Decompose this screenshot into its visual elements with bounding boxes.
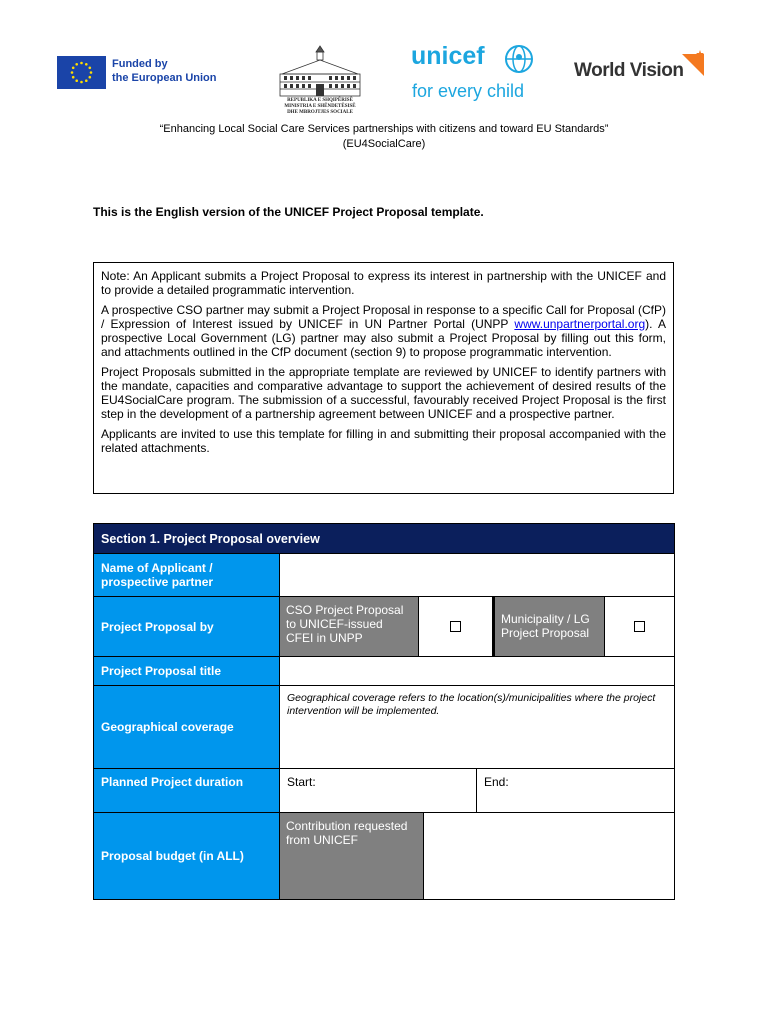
note-paragraph-1: Note: An Applicant submits a Project Proposal to express its interest in partnership with the UNICEF and to provide a detailed programmatic intervention.	[101, 269, 666, 297]
name-input-cell[interactable]	[279, 553, 675, 597]
world-vision-star-icon	[680, 50, 708, 82]
note-p2-text-b: ). A prospective Local Government (LG) partner may also submit a Project Proposal by filling out this form, and attachments outlined in the CfP document (section 9) to propose programmatic intervention.	[101, 317, 666, 359]
contribution-label: Contribution requested from UNICEF	[279, 812, 424, 900]
project-subtitle	[94, 122, 674, 152]
title-input-cell[interactable]	[279, 656, 675, 686]
ministry-caption-line3: DHE MBROJTJES SOCIALE	[287, 110, 353, 115]
cso-checkbox[interactable]	[450, 621, 461, 632]
start-input-cell[interactable]: Start:	[279, 768, 477, 813]
budget-label: Proposal budget (in ALL)	[93, 812, 280, 900]
eu-funded-text	[112, 57, 217, 85]
note-p2-text-a: A prospective CSO partner may submit a Project Proposal in response to a specific Call for Proposal (CfP) / Expression of Interest issued by UNICEF in UN Partner Portal (UNPP	[101, 303, 666, 331]
cso-option-label: CSO Project Proposal to UNICEF-issued CFEI in UNPP	[279, 596, 419, 657]
note-paragraph-4: Applicants are invited to use this template for filling in and submitting their proposal accompanied with the related attachments.	[101, 427, 666, 455]
duration-label: Planned Project duration	[93, 768, 280, 813]
end-input-cell[interactable]: End:	[476, 768, 675, 813]
lg-option-label: Municipality / LG Project Proposal	[492, 596, 605, 657]
unicef-logo-word: unicef	[411, 42, 485, 70]
unpp-link[interactable]: www.unpartnerportal.org	[514, 317, 646, 331]
lg-checkbox-cell[interactable]	[604, 596, 675, 657]
unicef-tagline: for every child	[412, 81, 525, 101]
section1-header: Section 1. Project Proposal overview	[93, 523, 675, 554]
eu-flag-logo	[57, 56, 106, 89]
geo-label: Geographical coverage	[93, 685, 280, 769]
note-paragraph-3: Project Proposals submitted in the appropriate template are reviewed by UNICEF to identify partners with the mandate, capacities and comparative advantage to support the achievement of desired results of the EU4SocialCare program. The submission of a successful, favourably received Project Proposal is the first step in the development of a partnership agreement between UNICEF and a prospective partner.	[101, 365, 666, 421]
project-subtitle-line1: “Enhancing Local Social Care Services partnerships with citizens and toward EU Standards”	[159, 123, 609, 135]
ministry-caption-line1: REPUBLIKA E SHQIPËRISË	[287, 98, 353, 103]
intro-heading: This is the English version of the UNICEF Project Proposal template.	[93, 205, 484, 219]
proposal-by-label: Project Proposal by	[93, 596, 280, 657]
contribution-input-cell[interactable]	[423, 812, 675, 900]
lg-checkbox[interactable]	[634, 621, 645, 632]
unicef-globe-icon	[503, 43, 535, 75]
note-paragraph-2	[101, 303, 666, 359]
ministry-caption-line2: MINISTRIA E SHËNDETËSISË	[284, 104, 356, 109]
ministry-caption	[270, 98, 370, 116]
cso-checkbox-cell[interactable]	[418, 596, 493, 657]
title-label: Project Proposal title	[93, 656, 280, 686]
geo-input-cell[interactable]: Geographical coverage refers to the location(s)/municipalities where the project intervention will be implemented.	[279, 685, 675, 769]
name-label: Name of Applicant / prospective partner	[93, 553, 280, 597]
project-subtitle-line2: (EU4SocialCare)	[342, 138, 426, 150]
eu-funded-line2: the European Union	[112, 72, 217, 84]
eu-funded-line1: Funded by	[112, 58, 168, 70]
world-vision-logo-text: World Vision	[574, 60, 684, 81]
note-box	[93, 262, 674, 494]
